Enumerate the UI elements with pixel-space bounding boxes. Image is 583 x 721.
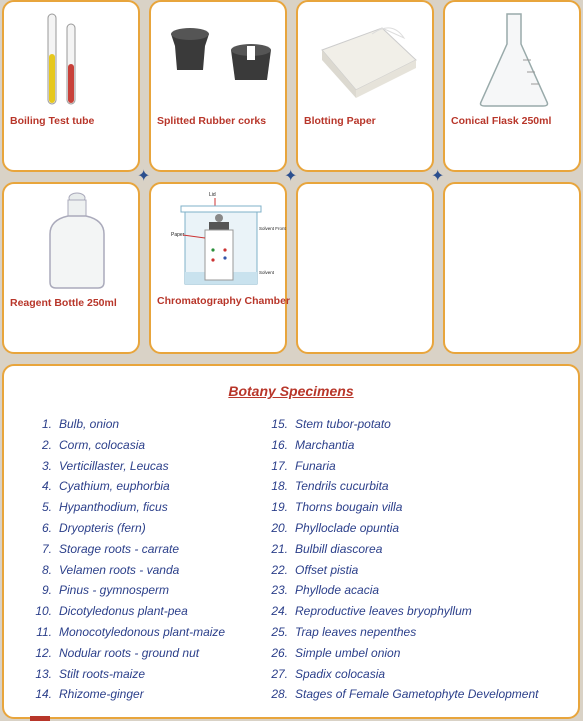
specimen-name: Bulbill diascorea (295, 541, 383, 556)
specimen-list-item (14, 497, 225, 518)
specimen-list-item (268, 580, 538, 601)
specimen-name: Dicotyledonus plant-pea (59, 604, 188, 619)
apparatus-card-blotting-paper (296, 0, 434, 172)
chamber-solvent-front-label: Solvent Front (259, 226, 286, 231)
specimen-list-item (14, 684, 225, 705)
specimen-list-item (268, 643, 538, 664)
specimen-name: Cyathium, euphorbia (59, 479, 170, 494)
apparatus-card-rubber-corks (149, 0, 287, 172)
apparatus-label: Splitted Rubber corks (157, 115, 267, 127)
specimen-number: 14. (35, 687, 52, 702)
apparatus-label: Conical Flask 250ml (451, 115, 552, 127)
specimen-name: Marchantia (295, 437, 355, 452)
apparatus-card-empty (296, 182, 434, 354)
specimen-list-item (14, 539, 225, 560)
specimen-list-item (268, 518, 538, 539)
specimen-number: 16. (271, 437, 288, 452)
specimen-list-item (268, 456, 538, 477)
specimen-name: Stages of Female Gametophyte Development (295, 687, 539, 702)
specimen-number: 12. (35, 645, 52, 660)
specimen-list-item (14, 622, 225, 643)
apparatus-label: Chromatography Chamber (157, 295, 291, 307)
specimen-number: 5. (41, 500, 52, 515)
specimen-name: Pinus - gymnosperm (59, 583, 170, 598)
specimen-name: Bulb, onion (59, 417, 120, 431)
specimen-name: Spadix colocasia (295, 666, 386, 681)
specimens-title: Botany Specimens (228, 383, 354, 399)
specimen-number: 13. (35, 666, 52, 681)
specimen-number: 4. (41, 479, 52, 494)
chamber-lid-label: Lid (209, 192, 216, 198)
specimen-name: Stilt roots-maize (59, 666, 146, 681)
specimen-list-item (268, 539, 538, 560)
specimen-name: Dryopteris (fern) (59, 520, 146, 535)
specimen-list-item (14, 664, 225, 685)
specimen-number: 23. (271, 583, 288, 598)
specimen-number: 18. (271, 479, 288, 494)
specimen-number: 24. (271, 604, 288, 619)
specimen-number: 1. (41, 417, 52, 431)
specimen-name: Hypanthodium, ficus (59, 500, 168, 515)
footer-accent (30, 716, 50, 721)
apparatus-card-reagent-bottle (2, 182, 140, 354)
specimen-name: Offset pistia (295, 562, 359, 577)
specimens-panel (2, 364, 580, 719)
specimen-name: Rhizome-ginger (59, 687, 144, 702)
specimen-number: 10. (35, 604, 52, 619)
specimen-number: 21. (271, 541, 288, 556)
diamond-separator-icon: ✦ (284, 168, 298, 185)
chamber-solvent-label: Solvent (259, 270, 275, 275)
specimen-list-item (268, 560, 538, 581)
specimen-list-item (268, 414, 538, 435)
chamber-paper-label: Paper (171, 232, 185, 238)
apparatus-card-empty (443, 182, 581, 354)
specimen-number: 6. (41, 520, 52, 535)
specimen-list-item (14, 518, 225, 539)
specimen-list-item (14, 435, 225, 456)
specimen-list-item (268, 476, 538, 497)
diamond-separator-icon: ✦ (431, 168, 445, 185)
specimen-number: 20. (271, 520, 288, 535)
specimen-number: 25. (271, 624, 288, 639)
blotting-paper-icon (312, 20, 422, 100)
specimen-name: Reproductive leaves bryophyllum (295, 604, 472, 619)
specimen-name: Simple umbel onion (295, 645, 401, 660)
specimen-number: 26. (271, 645, 288, 660)
specimen-name: Nodular roots - ground nut (59, 645, 200, 660)
specimen-number: 11. (36, 624, 52, 639)
specimen-list-item (14, 601, 225, 622)
specimen-name: Storage roots - carrate (59, 541, 180, 556)
specimen-list-item (14, 643, 225, 664)
specimen-number: 2. (41, 437, 52, 452)
specimen-list-item (14, 560, 225, 581)
specimen-name: Funaria (295, 458, 336, 473)
specimen-name: Stem tubor-potato (295, 417, 391, 431)
specimens-column-right (268, 414, 538, 705)
specimen-number: 15. (271, 417, 288, 431)
specimen-name: Phylloclade opuntia (295, 520, 400, 535)
apparatus-label: Reagent Bottle 250ml (10, 297, 117, 309)
apparatus-label: Blotting Paper (304, 115, 376, 127)
chromatography-chamber-icon (161, 188, 286, 292)
specimen-number: 8. (41, 562, 52, 577)
specimen-list-item (14, 414, 225, 435)
specimen-name: Thorns bougain villa (295, 500, 403, 515)
specimen-name: Tendrils cucurbita (295, 479, 389, 494)
apparatus-label: Boiling Test tube (10, 115, 95, 127)
specimen-name: Trap leaves nepenthes (295, 624, 417, 639)
specimens-column-left (14, 414, 225, 705)
specimen-name: Monocotyledonous plant-maize (59, 624, 226, 639)
conical-flask-icon (477, 10, 557, 110)
specimen-list-item (14, 476, 225, 497)
apparatus-card-conical-flask (443, 0, 581, 172)
specimen-list-item (268, 684, 538, 705)
test-tube-icon (40, 6, 100, 106)
specimen-number: 9. (41, 583, 52, 598)
specimen-list-item (268, 497, 538, 518)
specimen-number: 17. (271, 458, 288, 473)
specimen-list-item (268, 601, 538, 622)
specimen-list-item (268, 622, 538, 643)
specimen-number: 22. (271, 562, 288, 577)
apparatus-card-boiling-test-tube (2, 0, 140, 172)
rubber-cork-icon (161, 24, 281, 94)
specimen-name: Velamen roots - vanda (59, 562, 180, 577)
specimen-number: 19. (271, 500, 288, 515)
specimen-list-item (14, 456, 225, 477)
reagent-bottle-icon (42, 190, 112, 290)
specimen-number: 28. (271, 687, 288, 702)
specimen-name: Corm, colocasia (59, 437, 146, 452)
specimen-number: 3. (41, 458, 52, 473)
diamond-separator-icon: ✦ (137, 168, 151, 185)
specimen-list-item (14, 580, 225, 601)
apparatus-card-chromatography-chamber (149, 182, 291, 354)
specimen-list-item (268, 435, 538, 456)
specimen-number: 27. (271, 666, 288, 681)
specimen-list-item (268, 664, 538, 685)
specimen-number: 7. (41, 541, 52, 556)
specimen-name: Verticillaster, Leucas (59, 458, 169, 473)
specimen-name: Phyllode acacia (295, 583, 380, 598)
